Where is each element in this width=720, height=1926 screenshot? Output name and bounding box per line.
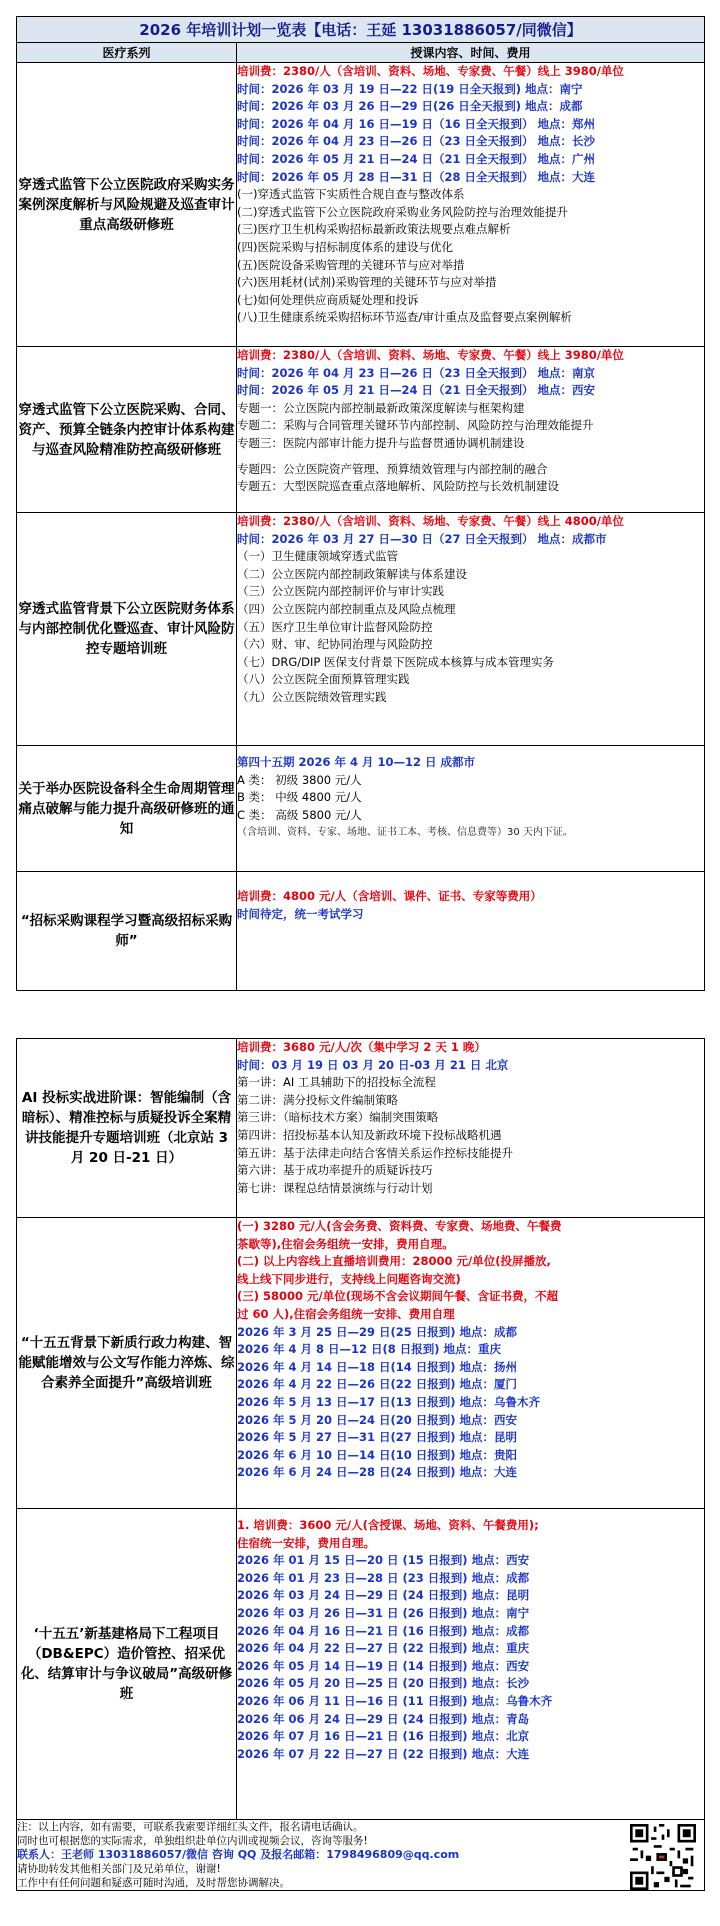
detail-line: 第七讲：课程总结情景演练与行动计划 [237,1180,433,1195]
detail-line: 时间：2026 年 05 月 21 日—24 日（21 日全天报到） 地点：西安 [237,383,596,398]
detail-line: 第四十五期 2026 年 4 月 10—12 日 成都市 [237,755,476,769]
course-name: 穿透式监管背景下公立医院财务体系与内部控制优化暨巡查、审计风险防控专题培训班 [17,513,237,746]
qr-code-icon [630,1824,696,1890]
detail-line: （含培训、资料、专家、场地、证书工本、考核、信息费等）30 天内下证。 [237,827,573,839]
detail-line: A 类： 初级 3800 元/人 [237,772,362,787]
detail-line: 时间：03 月 19 日 03 月 20 日-03 月 21 日 北京 [237,1057,509,1072]
detail-line: 过 60 人),住宿会务组统一安排、费用自理 [237,1306,455,1321]
course-name: “十五五背景下新质行政力构建、智能赋能增效与公文写作能力淬炼、综合素养全面提升”高级培训班 [17,1218,237,1509]
detail-line: 2026 年 4 月 14 日—18 日(14 日报到) 地点：扬州 [237,1359,518,1374]
course-details [237,1039,705,1218]
detail-line: 2026 年 5 月 13 日—17 日(13 日报到) 地点：乌鲁木齐 [237,1394,541,1409]
detail-line: 2026 年 03 月 26 日—31 日 (26 日报到) 地点：南宁 [237,1605,530,1620]
detail-line: 第一讲：AI 工具辅助下的招投标全流程 [237,1075,436,1090]
detail-line: 2026 年 4 月 22 日—26 日(22 日报到) 地点：厦门 [237,1377,518,1392]
footer-notes [17,1820,705,1891]
detail-line: (八)卫生健康系统采购招标环节巡查/审计重点及监督要点案例解析 [237,310,572,325]
detail-line: （四）公立医院内部控制重点及风险点梳理 [237,601,456,616]
course-details [237,347,705,513]
detail-line: (二)穿透式监管下公立医院政府采购业务风险防控与治理效能提升 [237,204,568,219]
course-details [237,1509,705,1820]
detail-line: （三）公立医院内部控制评价与审计实践 [237,584,444,599]
course-details [237,63,705,347]
detail-line: (四)医院采购与招标制度体系的建设与优化 [237,239,453,254]
course-row [17,63,705,347]
detail-line: 第二讲：满分投标文件编制策略 [237,1092,398,1107]
course-name: “招标采购课程学习暨高级招标采购师” [17,872,237,991]
detail-line: 时间：2026 年 04 月 23 日—26 日（23 日全天报到） 地点：长沙 [237,134,596,149]
training-plan-table [16,16,705,991]
course-details [237,746,705,872]
detail-line: 线上线下同步进行，支持线上问题咨询交流) [237,1271,461,1286]
detail-line: 时间待定，统一考试学习 [237,906,364,921]
detail-line: 2026 年 04 月 16 日—21 日 (16 日报到) 地点：成都 [237,1623,530,1638]
detail-line: 第五讲：基于法律走向结合客情关系运作控标技能提升 [237,1145,513,1160]
course-details [237,513,705,746]
detail-line: 2026 年 07 月 22 日—27 日 (22 日报到) 地点：大连 [237,1746,530,1761]
course-name: 关于举办医院设备科全生命周期管理痛点破解与能力提升高级研修班的通知 [17,746,237,872]
detail-line: （七）DRG/DIP 医保支付背景下医院成本核算与成本管理实务 [237,654,554,669]
detail-line: C 类： 高级 5800 元/人 [237,807,362,822]
detail-line: 2026 年 07 月 16 日—21 日 (16 日报到) 地点：北京 [237,1729,530,1744]
page-title: 2026 年培训计划一览表【电话：王延 13031886057/同微信】 [17,17,705,43]
detail-line: （八）公立医院全面预算管理实践 [237,672,410,687]
course-name: ‘十五五’新基建格局下工程项目（DB&EPC）造价管控、招采优化、结算审计与争议破局”高级研修班 [17,1509,237,1820]
detail-line: 专题一：公立医院内部控制最新政策深度解读与框架构建 [237,400,525,415]
detail-line: 1. 培训费：3600 元/人(含授课、场地、资料、午餐费用); [237,1518,539,1532]
detail-line: (一) 3280 元/人(含会务费、资料费、专家费、场地费、午餐费 [237,1219,562,1233]
detail-line: 2026 年 05 月 14 日—19 日 (14 日报到) 地点：西安 [237,1658,530,1673]
detail-line: (六)医用耗材(试剂)采购管理的关键环节与应对举措 [237,275,497,290]
detail-line: 时间：2026 年 03 月 26 日—29 日(26 日全天报到) 地点：成都 [237,99,583,114]
detail-line: (二) 以上内容线上直播培训费用：28000 元/单位(投屏播放, [237,1254,551,1269]
detail-line: 时间：2026 年 04 月 23 日—26 日（23 日全天报到） 地点：南京 [237,365,596,380]
detail-line: 第三讲：（暗标技术方案）编制突围策略 [237,1110,439,1125]
detail-line: 2026 年 6 月 24 日—28 日(24 日报到) 地点：大连 [237,1465,518,1480]
detail-line: 专题二：采购与合同管理关键环节内部控制、风险防控与治理效能提升 [237,418,594,433]
footer-note: 同时也可根据您的实际需求，单独组织赴单位内训或视频会议，咨询等服务! [17,1835,368,1847]
detail-line: 时间：2026 年 04 月 16 日—19 日（16 日全天报到） 地点：郑州 [237,116,596,131]
detail-line: (三)医疗卫生机构采购招标最新政策法规要点难点解析 [237,222,511,237]
column-header-content: 授课内容、时间、费用 [237,43,705,63]
footer-note: 请协助转发其他相关部门及兄弟单位，谢谢! [17,1863,221,1875]
detail-line: （九）公立医院绩效管理实践 [237,689,387,704]
course-row [17,872,705,991]
detail-line: 2026 年 01 月 15 日—20 日 (15 日报到) 地点：西安 [237,1553,530,1568]
detail-line [237,1509,704,1517]
course-row [17,1509,705,1820]
detail-line: 2026 年 06 月 24 日—29 日 (24 日报到) 地点：青岛 [237,1711,530,1726]
course-row [17,1039,705,1218]
detail-line: 住宿统一安排，费用自理。 [237,1535,375,1550]
detail-line: 第四讲：招投标基本认知及新政环境下投标战略机遇 [237,1127,502,1142]
detail-line: (七)如何处理供应商质疑处理和投诉 [237,292,419,307]
detail-line: 2026 年 6 月 10 日—14 日(10 日报到) 地点：贵阳 [237,1447,518,1462]
detail-line: 2026 年 4 月 8 日—12 日(8 日报到) 地点：重庆 [237,1342,502,1357]
training-plan-table-2 [16,1038,705,1891]
detail-line: 2026 年 3 月 25 日—29 日(25 日报到) 地点：成都 [237,1324,518,1339]
course-row [17,1218,705,1509]
detail-line: 时间：2026 年 03 月 19 日—22 日(19 日全天报到) 地点：南宁 [237,81,583,96]
detail-line: 时间：2026 年 03 月 27 日—30 日（27 日全天报到） 地点：成都市 [237,531,607,546]
course-details [237,872,705,991]
detail-line: 2026 年 04 月 22 日—27 日 (22 日报到) 地点：重庆 [237,1641,530,1656]
detail-line: 专题五：大型医院巡查重点落地解析、风险防控与长效机制建设 [237,479,559,494]
course-row [17,513,705,746]
detail-line: (五)医院设备采购管理的关键环节与应对举措 [237,257,465,272]
detail-line: 2026 年 5 月 27 日—31 日(27 日报到) 地点：昆明 [237,1430,518,1445]
detail-line: 2026 年 01 月 23 日—28 日 (23 日报到) 地点：成都 [237,1570,530,1585]
detail-line: 培训费：2380/人（含培训、资料、场地、专家费、午餐）线上 4800/单位 [237,514,624,528]
course-name: 穿透式监管下公立医院采购、合同、资产、预算全链条内控审计体系构建与巡查风险精准防控高级研修班 [17,347,237,513]
detail-line: 2026 年 03 月 24 日—29 日 (24 日报到) 地点：昆明 [237,1588,530,1603]
detail-line: 时间：2026 年 05 月 28 日—31 日（28 日全天报到） 地点：大连 [237,169,596,184]
detail-line: B 类： 中级 4800 元/人 [237,790,362,805]
detail-line [237,880,704,888]
course-name: AI 投标实战进阶课：智能编制（含暗标）、精准控标与质疑投诉全案精讲技能提升专题培训班（北京站 3 月 20 日-21 日） [17,1039,237,1218]
detail-line [237,453,704,461]
footer-note: 注：以上内容，如有需要，可联系我索要详细红头文件，报名请电话确认。 [17,1821,364,1833]
detail-line: 专题三：医院内部审计能力提升与监督贯通协调机制建设 [237,435,525,450]
detail-line: 培训费：3680 元/人/次（集中学习 2 天 1 晚） [237,1040,486,1054]
detail-line [237,746,704,754]
course-name: 穿透式监管下公立医院政府采购实务案例深度解析与风险规避及巡查审计重点高级研修班 [17,63,237,347]
course-row [17,347,705,513]
detail-line: （五）医疗卫生单位审计监督风险防控 [237,619,433,634]
detail-line: 培训费：4800 元/人（含培训、课件、证书、专家等费用） [237,889,542,903]
detail-line: 第六讲：基于成功率提升的质疑诉技巧 [237,1163,433,1178]
footer-note: 工作中有任何问题和疑惑可随时沟通，及时帮您协调解决。 [17,1877,290,1889]
course-details [237,1218,705,1509]
contact-info: 联系人：王老师 13031886057/微信 咨询 QQ 及报名邮箱：1798496809@qq.com [17,1848,460,1861]
detail-line: 时间：2026 年 05 月 21 日—24 日（21 日全天报到） 地点：广州 [237,151,596,166]
detail-line: 2026 年 06 月 11 日—16 日 (11 日报到) 地点：乌鲁木齐 [237,1693,553,1708]
detail-line: 培训费：2380/人（含培训、资料、场地、专家费、午餐）线上 3980/单位 [237,348,624,362]
course-row [17,746,705,872]
detail-line: 2026 年 5 月 20 日—24 日(20 日报到) 地点：西安 [237,1412,518,1427]
detail-line: (三) 58000 元/单位(现场不含会议期间午餐、含证书费，不超 [237,1289,558,1304]
detail-line: （二）公立医院内部控制政策解读与体系建设 [237,566,467,581]
detail-line: 专题四：公立医院资产管理、预算绩效管理与内部控制的融合 [237,461,548,476]
detail-line: 茶歇等),住宿会务组统一安排，费用自理。 [237,1236,454,1251]
detail-line: （六）财、审、纪协同治理与风险防控 [237,637,433,652]
detail-line: 培训费：2380/人（含培训、资料、场地、专家费、午餐）线上 3980/单位 [237,64,624,78]
detail-line: (一)穿透式监管下实质性合规自查与整改体系 [237,187,465,202]
detail-line: 2026 年 05 月 20 日—25 日 (20 日报到) 地点：长沙 [237,1676,530,1691]
column-header-series: 医疗系列 [17,43,237,63]
detail-line: （一）卫生健康领域穿透式监管 [237,549,398,564]
detail-line [237,872,704,880]
